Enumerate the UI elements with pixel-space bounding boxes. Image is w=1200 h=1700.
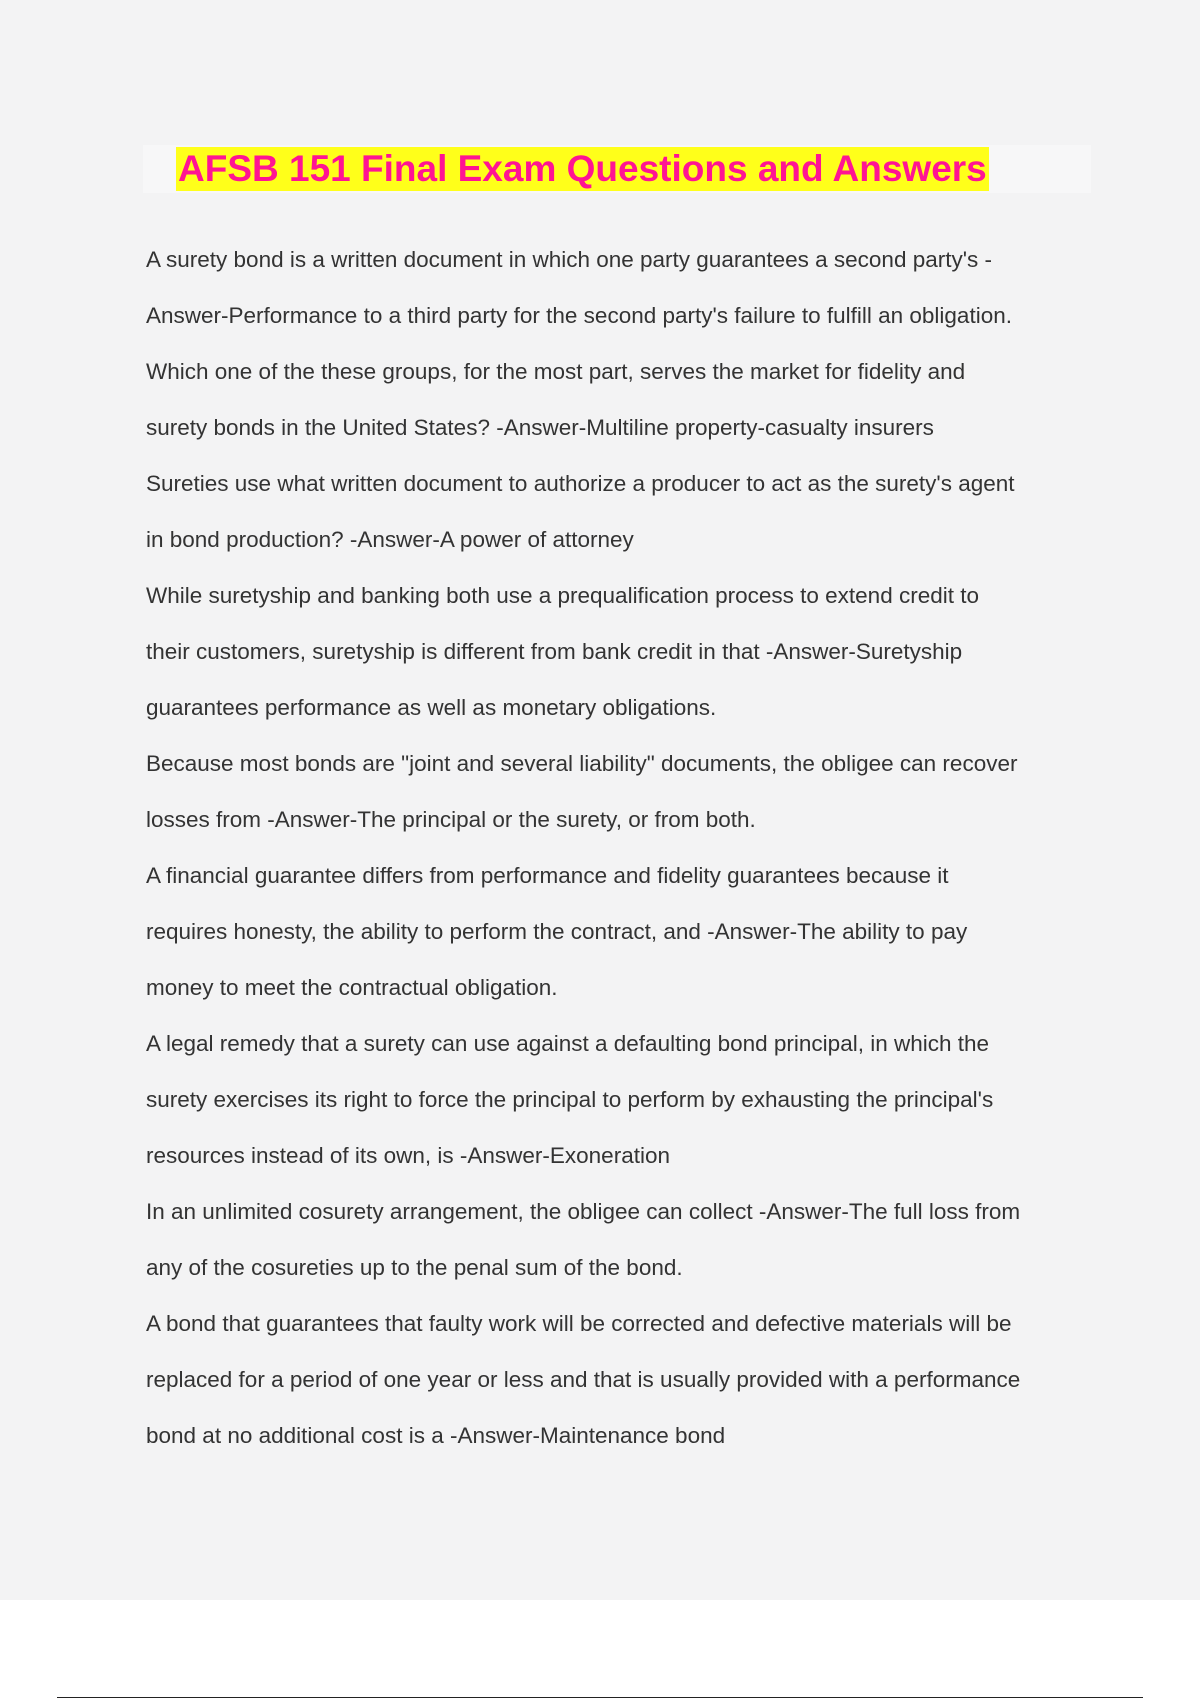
qa-list <box>146 232 1096 1464</box>
document-title: AFSB 151 Final Exam Questions and Answers <box>178 148 987 189</box>
qa-line: guarantees performance as well as monetary obligations. <box>146 695 717 720</box>
qa-item <box>146 344 1096 456</box>
qa-item <box>146 232 1096 344</box>
qa-line: Answer-Performance to a third party for the second party's failure to fulfill an obligation. <box>146 303 1012 328</box>
qa-item <box>146 736 1096 848</box>
footer-divider <box>57 1697 1143 1698</box>
qa-line: replaced for a period of one year or less and that is usually provided with a performance <box>146 1367 1021 1392</box>
qa-line: surety exercises its right to force the principal to perform by exhausting the principal's <box>146 1087 994 1112</box>
qa-line: surety bonds in the United States? -Answer-Multiline property-casualty insurers <box>146 415 934 440</box>
qa-line: Because most bonds are "joint and several liability" documents, the obligee can recover <box>146 751 1018 776</box>
qa-line: A surety bond is a written document in which one party guarantees a second party's - <box>146 247 993 272</box>
qa-item <box>146 1016 1096 1184</box>
qa-line: bond at no additional cost is a -Answer-Maintenance bond <box>146 1423 726 1448</box>
qa-line: A financial guarantee differs from performance and fidelity guarantees because it <box>146 863 949 888</box>
qa-line: any of the cosureties up to the penal sum of the bond. <box>146 1255 683 1280</box>
qa-item <box>146 1184 1096 1296</box>
qa-item <box>146 848 1096 1016</box>
qa-line: money to meet the contractual obligation. <box>146 975 558 1000</box>
qa-line: A bond that guarantees that faulty work will be corrected and defective materials will be <box>146 1311 1012 1336</box>
qa-item <box>146 1296 1096 1464</box>
qa-line: their customers, suretyship is different from bank credit in that -Answer-Suretyship <box>146 639 963 664</box>
qa-line: In an unlimited cosurety arrangement, the obligee can collect -Answer-The full loss from <box>146 1199 1021 1224</box>
qa-line: Which one of the these groups, for the most part, serves the market for fidelity and <box>146 359 966 384</box>
qa-line: resources instead of its own, is -Answer-Exoneration <box>146 1143 670 1168</box>
qa-line: While suretyship and banking both use a prequalification process to extend credit to <box>146 583 979 608</box>
qa-line: A legal remedy that a surety can use against a defaulting bond principal, in which the <box>146 1031 990 1056</box>
qa-line: in bond production? -Answer-A power of attorney <box>146 527 634 552</box>
qa-line: requires honesty, the ability to perform the contract, and -Answer-The ability to pay <box>146 919 968 944</box>
qa-line: Sureties use what written document to authorize a producer to act as the surety's agent <box>146 471 1015 496</box>
qa-item <box>146 456 1096 568</box>
qa-item <box>146 568 1096 736</box>
qa-line: losses from -Answer-The principal or the surety, or from both. <box>146 807 756 832</box>
